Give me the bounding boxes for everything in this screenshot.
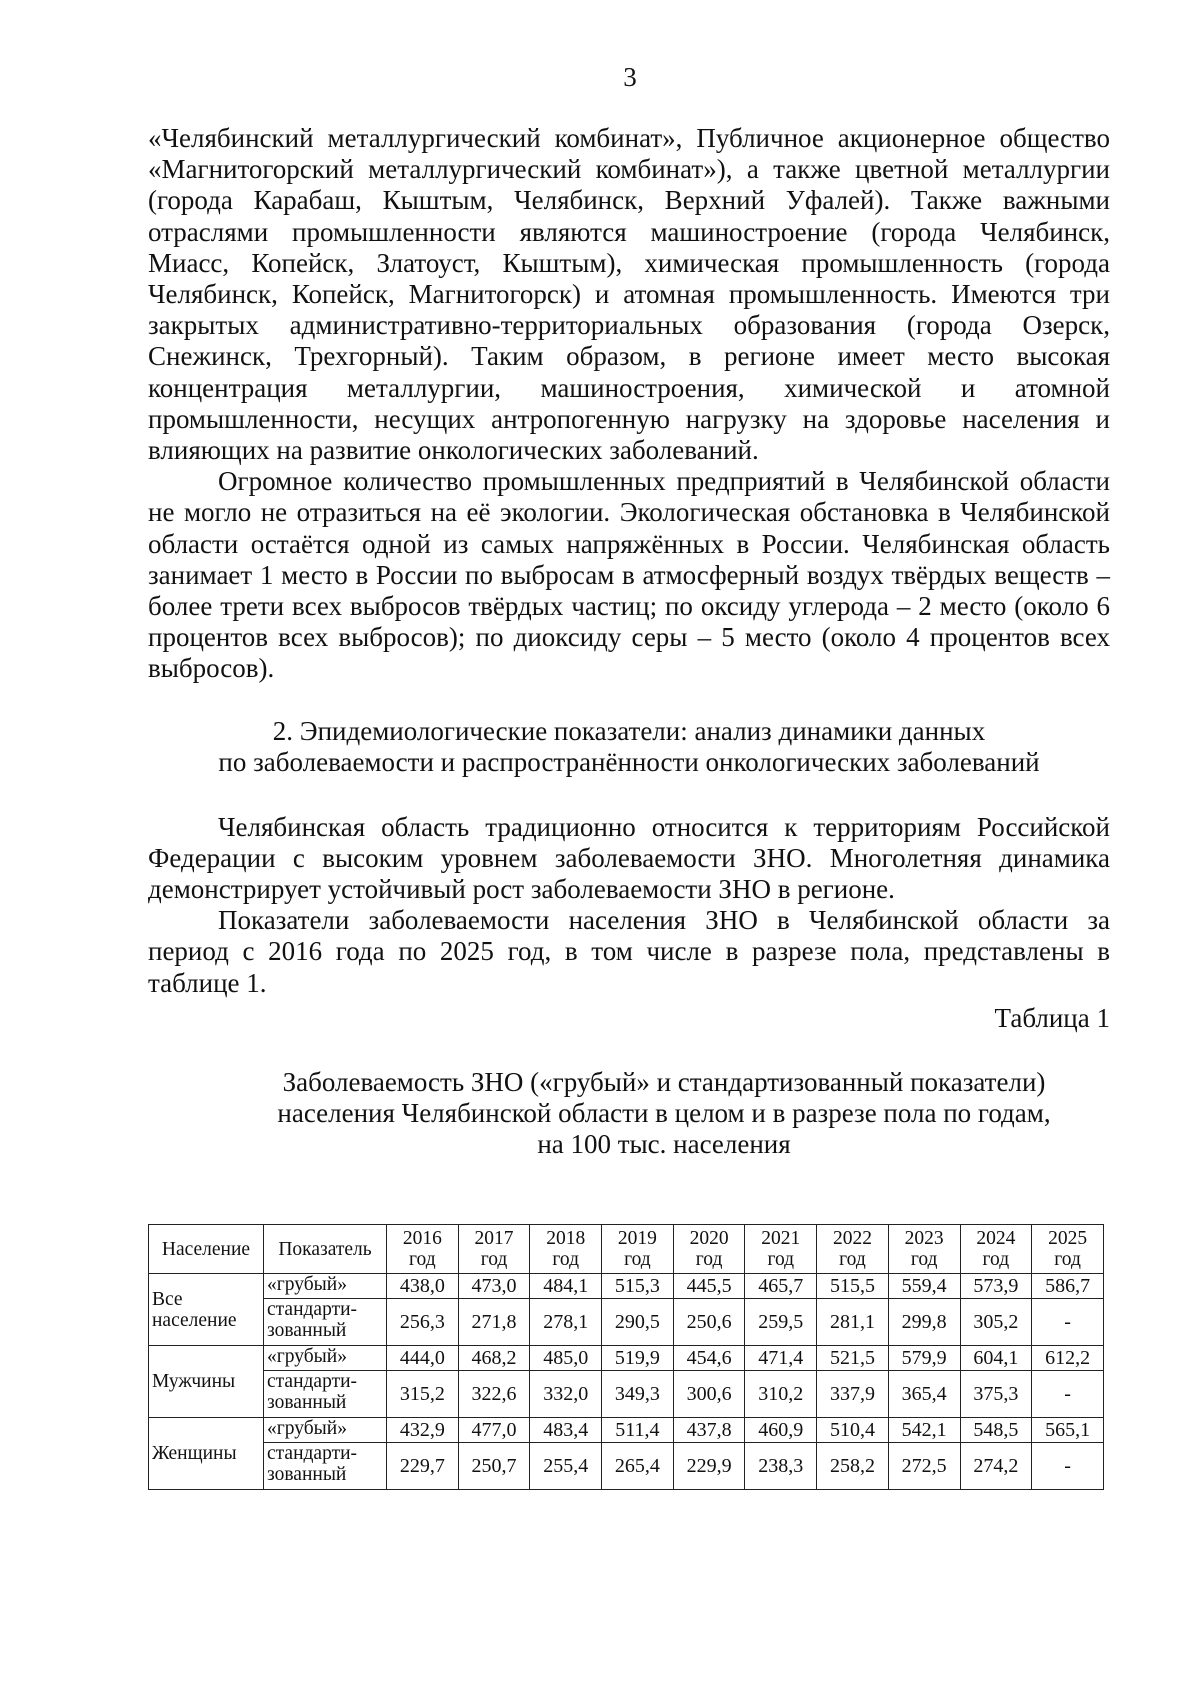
year-value: 2022	[832, 1228, 872, 1249]
table-cell: 604,1	[960, 1346, 1032, 1371]
header-year	[530, 1225, 602, 1274]
year-value: 2019	[617, 1228, 657, 1249]
header-year	[602, 1225, 674, 1274]
table-caption-line: Заболеваемость ЗНО («грубый» и стандартизованный показатели)	[282, 1067, 1046, 1098]
table-cell: 519,9	[602, 1346, 674, 1371]
table-cell: 454,6	[673, 1346, 745, 1371]
header-population: Население	[149, 1225, 264, 1274]
table-cell: 483,4	[530, 1418, 602, 1443]
table-row	[149, 1299, 1104, 1346]
header-year	[745, 1225, 817, 1274]
table-cell: 437,8	[673, 1418, 745, 1443]
header-indicator: Показатель	[264, 1225, 387, 1274]
table-cell: 511,4	[602, 1418, 674, 1443]
indicator-label: «грубый»	[264, 1418, 387, 1443]
population-group-name: Мужчины	[152, 1371, 236, 1392]
paragraph-incidence-trend: Челябинская область традиционно относится к территориям Российской Федерации с высоким уровнем заболеваемости ЗНО. Многолетняя динамика демонстрирует устойчивый рост заболеваемости ЗНО в регионе.	[148, 811, 1110, 905]
year-unit: год	[552, 1249, 580, 1270]
population-group-name: Все	[152, 1288, 183, 1310]
table-cell: 255,4	[530, 1443, 602, 1490]
header-year	[1032, 1225, 1104, 1274]
year-value: 2016	[402, 1228, 442, 1249]
table-cell: 471,4	[745, 1346, 817, 1371]
table-row	[149, 1274, 1104, 1299]
table-cell: 515,5	[817, 1274, 889, 1299]
year-value: 2020	[689, 1228, 729, 1249]
indicator-label	[264, 1371, 387, 1418]
table-cell: 265,4	[602, 1443, 674, 1490]
year-unit: год	[695, 1249, 723, 1270]
indicator-label: «грубый»	[264, 1274, 387, 1299]
year-unit: год	[839, 1249, 866, 1270]
year-unit: год	[480, 1249, 508, 1270]
table-cell: 250,7	[458, 1443, 530, 1490]
section-heading-line: по заболеваемости и распространённости онкологических заболеваний	[218, 746, 1040, 777]
population-group-cell	[149, 1346, 264, 1418]
table-caption-line: населения Челябинской области в целом и в разрезе пола по годам,	[277, 1098, 1051, 1129]
paragraph-table-reference: Показатели заболеваемости населения ЗНО в Челябинской области за период с 2016 года по 2025 год, в том числе в разрезе пола, представлены в таблице 1.	[148, 905, 1110, 998]
table-cell: 315,2	[387, 1371, 459, 1418]
table-cell: 510,4	[817, 1418, 889, 1443]
table-cell: 460,9	[745, 1418, 817, 1443]
table-cell: 272,5	[888, 1443, 960, 1490]
population-group-name: Женщины	[152, 1443, 237, 1464]
table-cell: 484,1	[530, 1274, 602, 1299]
table-cell: 485,0	[530, 1346, 602, 1371]
indicator-label	[264, 1443, 387, 1490]
table-cell: 612,2	[1032, 1346, 1104, 1371]
table-cell: 250,6	[673, 1299, 745, 1346]
table-cell: 445,5	[673, 1274, 745, 1299]
year-unit: год	[910, 1249, 938, 1270]
table-cell: 579,9	[888, 1346, 960, 1371]
table-cell: 300,6	[673, 1371, 745, 1418]
table-cell: 322,6	[458, 1371, 530, 1418]
table-cell: 468,2	[458, 1346, 530, 1371]
year-unit: год	[767, 1249, 795, 1270]
incidence-table	[148, 1224, 1104, 1490]
indicator-label-line: зованный	[267, 1320, 347, 1341]
page-number: 3	[623, 62, 637, 92]
table-row	[149, 1346, 1104, 1371]
indicator-label: «грубый»	[264, 1346, 387, 1371]
indicator-label	[264, 1299, 387, 1346]
year-value: 2021	[761, 1228, 801, 1249]
header-year	[817, 1225, 889, 1274]
year-unit: год	[982, 1249, 1010, 1270]
table-cell: 290,5	[602, 1299, 674, 1346]
population-group-cell	[149, 1274, 264, 1346]
year-unit: год	[1054, 1249, 1081, 1270]
table-header-row	[149, 1225, 1104, 1274]
table-cell: 548,5	[960, 1418, 1032, 1443]
table-cell: 271,8	[458, 1299, 530, 1346]
year-value: 2017	[474, 1228, 514, 1249]
table-row	[149, 1443, 1104, 1490]
table-cell: 542,1	[888, 1418, 960, 1443]
table-cell: 310,2	[745, 1371, 817, 1418]
population-group-name: население	[152, 1309, 237, 1331]
section-heading-line: 2. Эпидемиологические показатели: анализ динамики данных	[272, 715, 986, 746]
year-value: 2025	[1048, 1228, 1088, 1249]
year-unit: год	[409, 1249, 436, 1270]
table-caption-line: на 100 тыс. населения	[537, 1129, 791, 1160]
paragraph-industry: «Челябинский металлургический комбинат», Публичное акционерное общество «Магнитогорский металлургический комбинат»), а также цветной металлургии (города Карабаш, Кыштым, Челябинск, Верхний Уфалей). Также важными отраслями промышленности являются машиностроение (города Челябинск, Миасс, Копейск, Златоуст, Кыштым), химическая промышленность (города Челябинск, Копейск, Магнитогорск) и атомная промышленность. Имеются три закрытых административно-территориальных образования (города Озерск, Снежинск, Трехгорный). Таким образом, в регионе имеет место высокая концентрация металлургии, машиностроения, химической и атомной промышленности, несущих антропогенную нагрузку на здоровье населения и влияющих на развитие онкологических заболеваний.	[148, 123, 1110, 466]
table-cell: 278,1	[530, 1299, 602, 1346]
table-cell: 349,3	[602, 1371, 674, 1418]
table-cell: 258,2	[817, 1443, 889, 1490]
table-cell: 432,9	[387, 1418, 459, 1443]
section-heading	[148, 716, 1110, 778]
table-label: Таблица 1	[994, 1002, 1110, 1033]
year-value: 2024	[976, 1228, 1016, 1249]
header-year	[387, 1225, 459, 1274]
table-cell: 256,3	[387, 1299, 459, 1346]
indicator-label-line: стандарти-	[267, 1371, 358, 1392]
table-row	[149, 1371, 1104, 1418]
population-group-cell	[149, 1418, 264, 1490]
table-cell: 365,4	[888, 1371, 960, 1418]
table-cell: 332,0	[530, 1371, 602, 1418]
year-value: 2018	[546, 1228, 586, 1249]
table-cell: 274,2	[960, 1443, 1032, 1490]
table-cell: -	[1032, 1371, 1104, 1418]
table-cell: 299,8	[888, 1299, 960, 1346]
table-cell: 444,0	[387, 1346, 459, 1371]
header-year	[888, 1225, 960, 1274]
indicator-label-line: зованный	[267, 1464, 347, 1485]
indicator-label-line: стандарти-	[267, 1299, 358, 1320]
table-cell: 586,7	[1032, 1274, 1104, 1299]
table-cell: 473,0	[458, 1274, 530, 1299]
table-cell: 438,0	[387, 1274, 459, 1299]
indicator-label-line: зованный	[267, 1392, 347, 1413]
table-cell: 521,5	[817, 1346, 889, 1371]
year-unit: год	[624, 1249, 651, 1270]
table-cell: 515,3	[602, 1274, 674, 1299]
table-cell: 229,9	[673, 1443, 745, 1490]
table-cell: -	[1032, 1299, 1104, 1346]
table-cell: 259,5	[745, 1299, 817, 1346]
table-cell: 477,0	[458, 1418, 530, 1443]
table-cell: 305,2	[960, 1299, 1032, 1346]
table-cell: -	[1032, 1443, 1104, 1490]
paragraph-ecology: Огромное количество промышленных предприятий в Челябинской области не могло не отразиться на её экологии. Экологическая обстановка в Челябинской области остаётся одной из самых напряжённых в России. Челябинская область занимает 1 место в России по выбросам в атмосферный воздух твёрдых веществ – более трети всех выбросов твёрдых частиц; по оксиду углерода – 2 место (около 6 процентов всех выбросов); по диоксиду серы – 5 место (около 4 процентов всех выбросов).	[148, 466, 1110, 684]
indicator-label-line: стандарти-	[267, 1443, 358, 1464]
header-year	[960, 1225, 1032, 1274]
table-cell: 559,4	[888, 1274, 960, 1299]
table-row	[149, 1418, 1104, 1443]
table-cell: 565,1	[1032, 1418, 1104, 1443]
document-body	[148, 123, 1110, 1160]
table-cell: 573,9	[960, 1274, 1032, 1299]
table-cell: 337,9	[817, 1371, 889, 1418]
table-caption	[148, 1067, 1110, 1160]
year-value: 2023	[904, 1228, 944, 1249]
table-cell: 375,3	[960, 1371, 1032, 1418]
table-cell: 229,7	[387, 1443, 459, 1490]
header-year	[458, 1225, 530, 1274]
table-cell: 238,3	[745, 1443, 817, 1490]
table-cell: 465,7	[745, 1274, 817, 1299]
header-year	[673, 1225, 745, 1274]
table-cell: 281,1	[817, 1299, 889, 1346]
